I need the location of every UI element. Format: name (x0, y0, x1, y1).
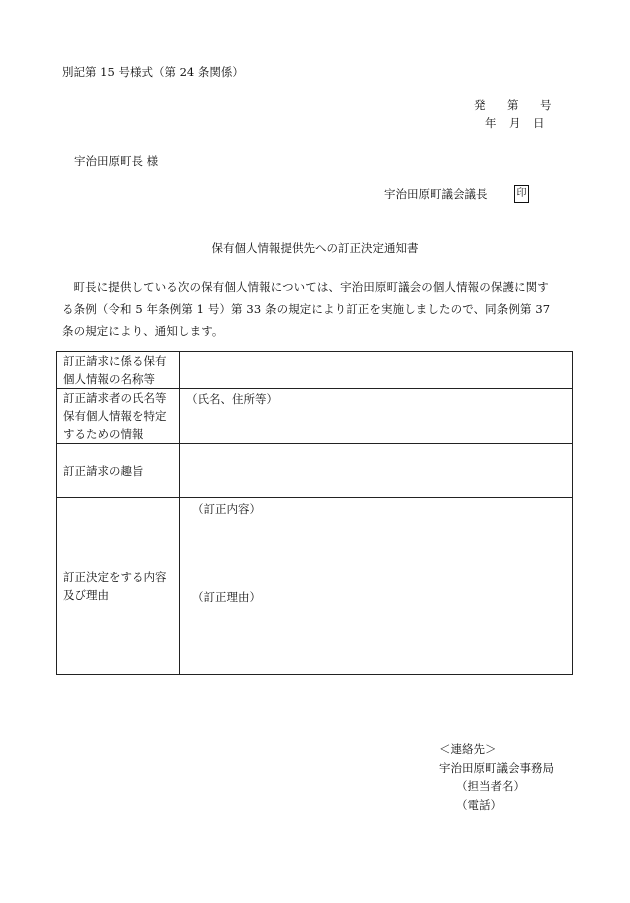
table-row (57, 498, 573, 675)
row1-value (180, 352, 573, 389)
issue-date (485, 118, 548, 130)
date-month: 月 (509, 116, 521, 130)
row3-label: 訂正請求の趣旨 (57, 444, 180, 498)
contact-heading: ＜連絡先＞ (439, 742, 497, 756)
row4-hint-reason: （訂正理由） (192, 590, 261, 604)
row2-hint: （氏名、住所等） (186, 392, 278, 406)
date-day: 日 (533, 116, 545, 130)
row4-label: 訂正決定をする内容及び理由 (57, 498, 180, 675)
body-text: 町長に提供している次の保有個人情報については、宇治田原町議会の個人情報の保護に関する条例（令和 5 年条例第 1 号）第 33 条の規定により訂正を実施しましたので、同条例第 37 条の規定により、通知します。 (62, 280, 551, 338)
table-row (57, 444, 573, 498)
sender: 宇治田原町議会議長 (384, 187, 488, 201)
row1-label: 訂正請求に係る保有個人情報の名称等 (57, 352, 180, 389)
table-row (57, 352, 573, 389)
contact-person: （担当者名） (456, 779, 525, 793)
issue-number-label: 発 (474, 98, 486, 112)
correction-form-table (56, 351, 573, 675)
contact-office: 宇治田原町議会事務局 (439, 761, 554, 775)
table-row (57, 389, 573, 444)
form-id: 別記第 15 号様式（第 24 条関係） (62, 65, 244, 79)
issue-number-go: 号 (540, 98, 552, 112)
date-year: 年 (485, 116, 497, 130)
document-title: 保有個人情報提供先への訂正決定通知書 (211, 241, 419, 255)
row3-value (180, 444, 573, 498)
row2-value (180, 389, 573, 444)
row4-value (180, 498, 573, 675)
addressee: 宇治田原町長 様 (74, 154, 159, 168)
issue-number (474, 100, 563, 112)
contact-phone: （電話） (456, 798, 502, 812)
row2-label: 訂正請求者の氏名等保有個人情報を特定するための情報 (57, 389, 180, 444)
issue-number-dai: 第 (507, 98, 519, 112)
seal-stamp: 印 (514, 185, 529, 203)
row4-hint-content: （訂正内容） (192, 502, 261, 516)
